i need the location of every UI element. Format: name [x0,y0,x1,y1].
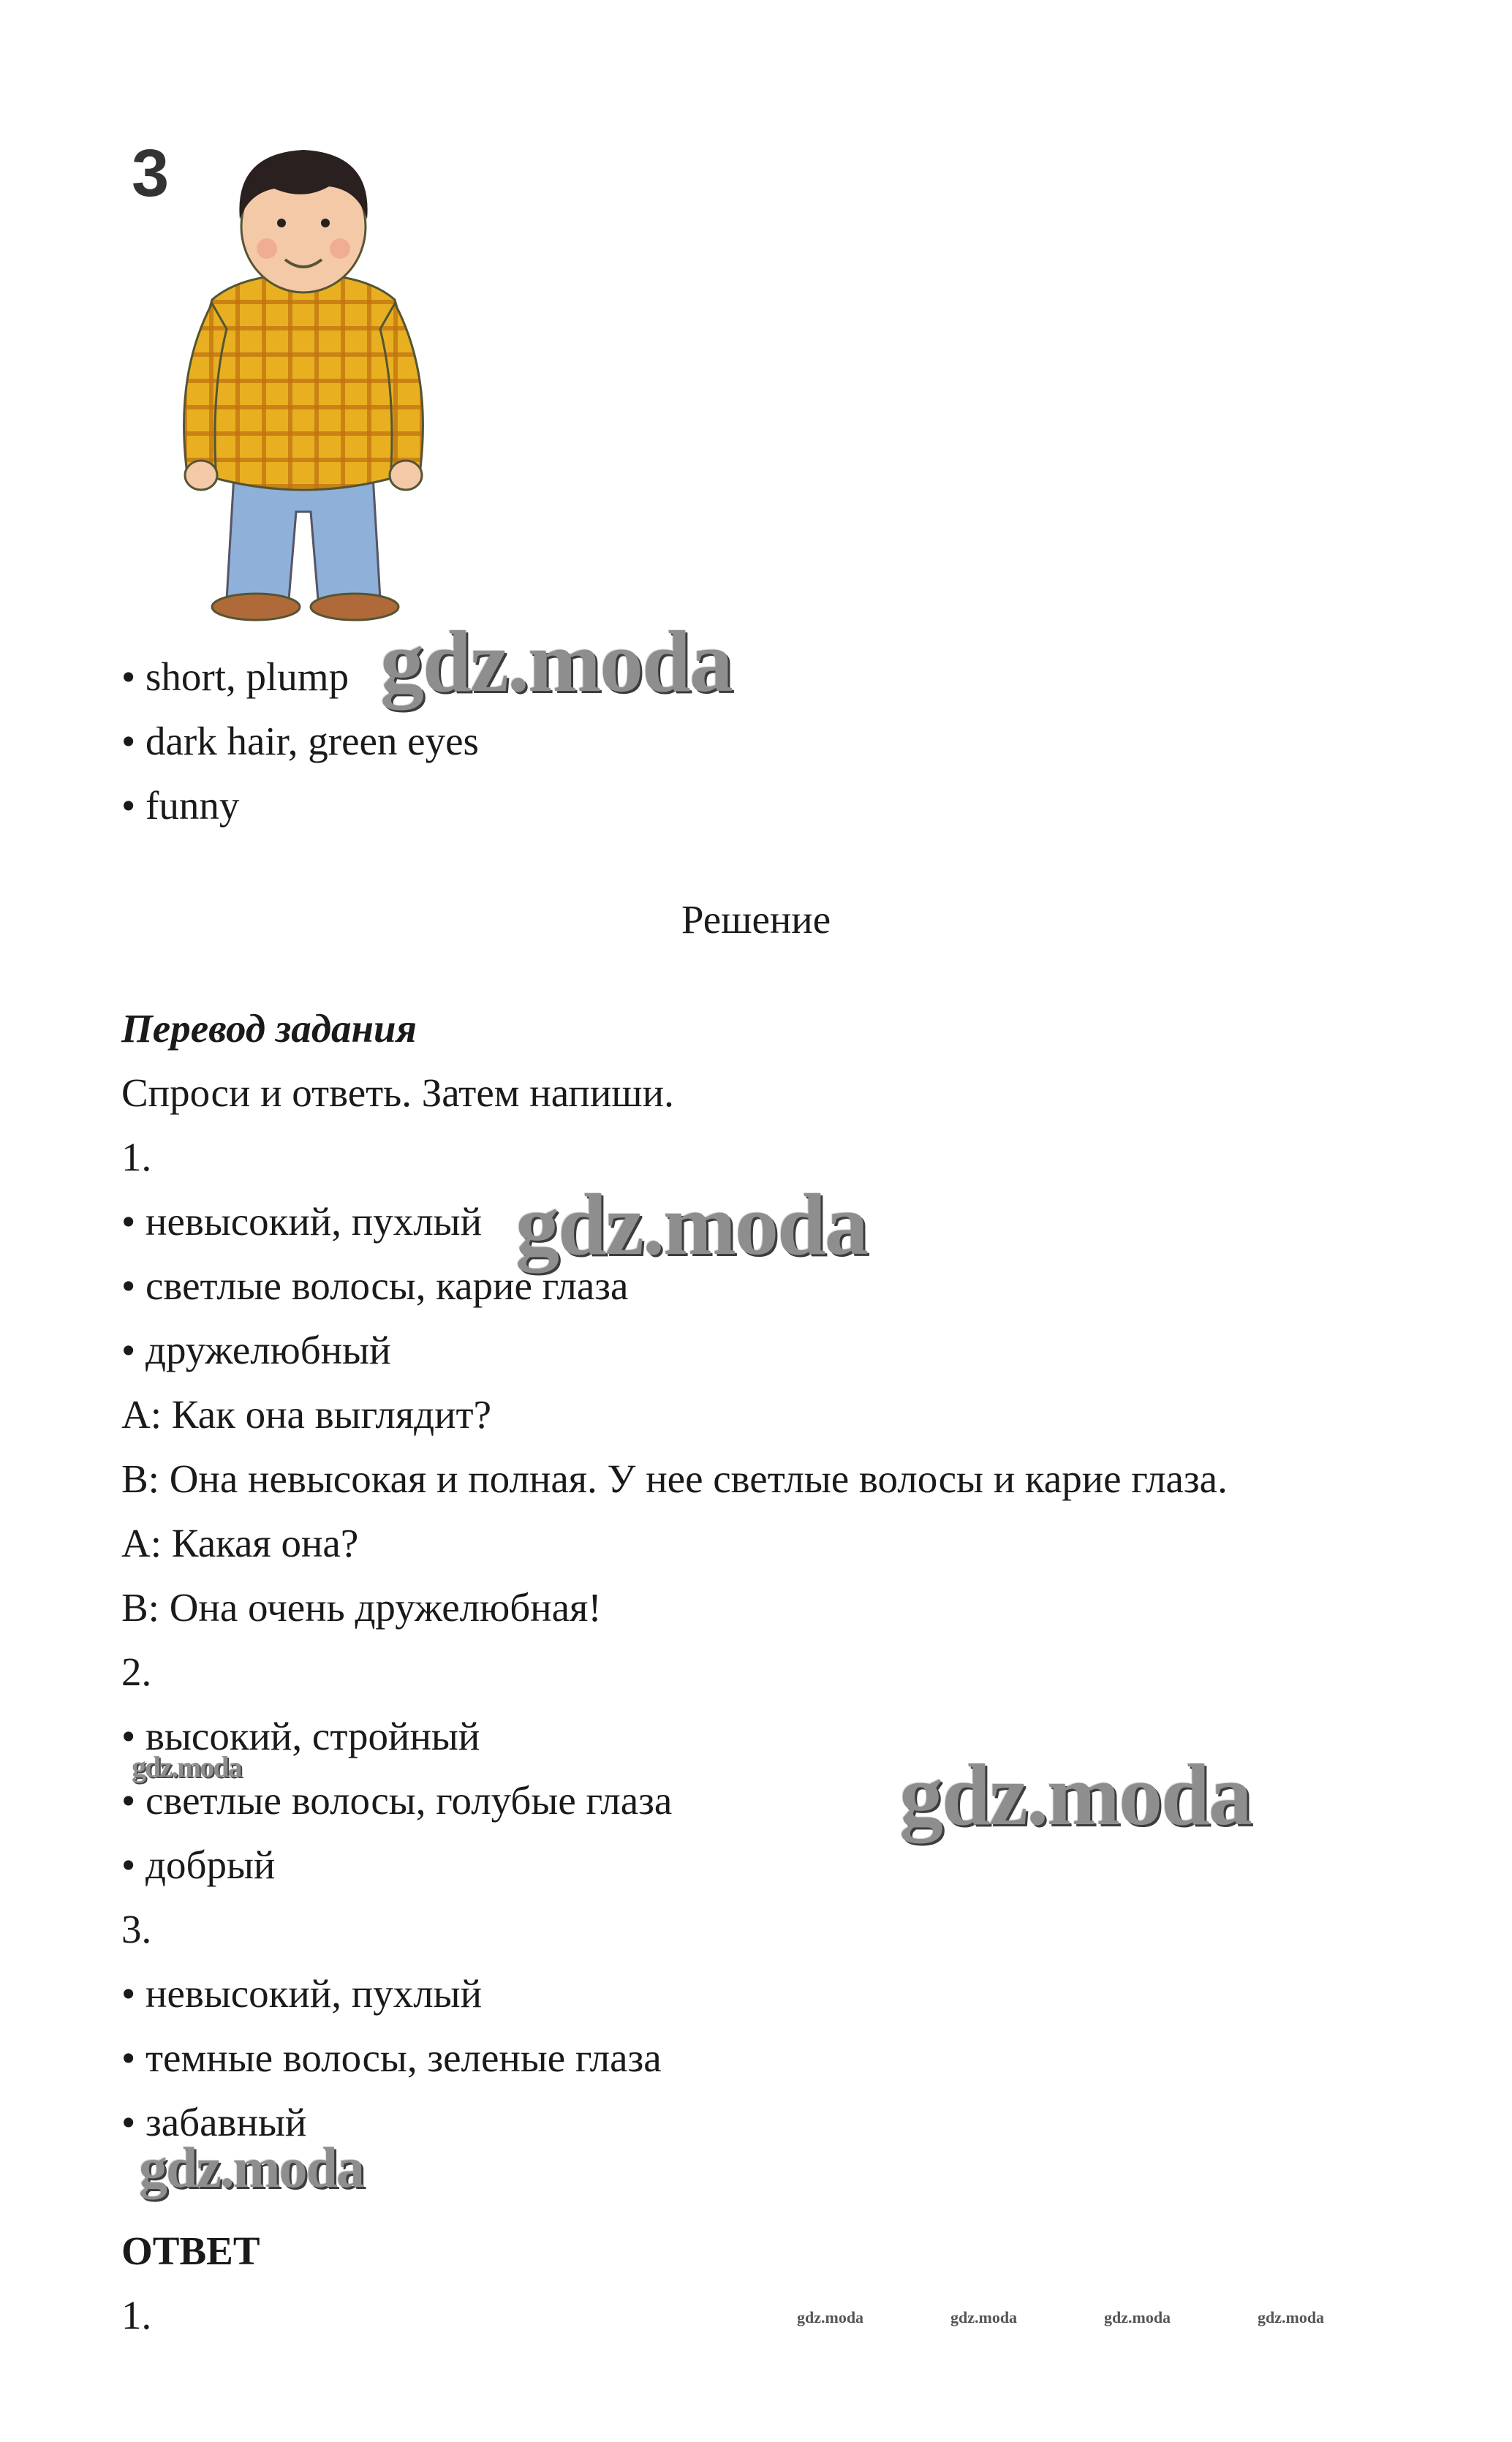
watermark-3: gdz.moda [132,1750,241,1783]
part2-item-3: • добрый [121,1842,276,1887]
dialogue-line-4: B: Она очень дружелюбная! [121,1585,602,1630]
dialogue-line-1: A: Как она выглядит? [121,1392,491,1437]
part1-item-2: • светлые волосы, карие глаза [121,1263,629,1308]
watermark-6: gdz.moda [797,2308,864,2326]
task-number: 3 [132,136,170,211]
part2-item-1: • высокий, стройный [121,1714,480,1758]
part3-item-3: • забавный [121,2100,307,2144]
watermark-7: gdz.moda [950,2308,1018,2326]
part2-item-2: • светлые волосы, голубые глаза [121,1778,673,1823]
boy-illustration [146,132,468,629]
part3-item-1: • невысокий, пухлый [121,1971,483,2016]
answer-number: 1. [121,2293,152,2337]
watermark-9: gdz.moda [1258,2308,1325,2326]
part3-number: 3. [121,1907,152,1951]
part3-item-2: • темные волосы, зеленые глаза [121,2035,662,2080]
watermark-1: gdz.moda [380,613,732,710]
watermark-4: gdz.moda [899,1746,1251,1843]
dialogue-line-3: A: Какая она? [121,1521,359,1565]
watermark-8: gdz.moda [1104,2308,1171,2326]
card-item-3: • funny [121,783,240,828]
part2-number: 2. [121,1649,152,1694]
solution-heading: Решение [681,897,831,942]
translation-instruction: Спроси и ответь. Затем напиши. [121,1070,674,1115]
watermark-5: gdz.moda [139,2136,363,2199]
watermark-2: gdz.moda [515,1176,867,1273]
answer-heading: ОТВЕТ [121,2229,260,2273]
card-item-1: • short, plump [121,654,349,699]
card-item-2: • dark hair, green eyes [121,719,479,763]
part1-number: 1. [121,1135,152,1179]
part1-item-3: • дружелюбный [121,1328,391,1372]
dialogue-line-2: B: Она невысокая и полная. У нее светлые волосы и карие глаза. [121,1456,1228,1501]
part1-item-1: • невысокий, пухлый [121,1199,483,1244]
translation-heading: Перевод задания [121,1006,417,1051]
